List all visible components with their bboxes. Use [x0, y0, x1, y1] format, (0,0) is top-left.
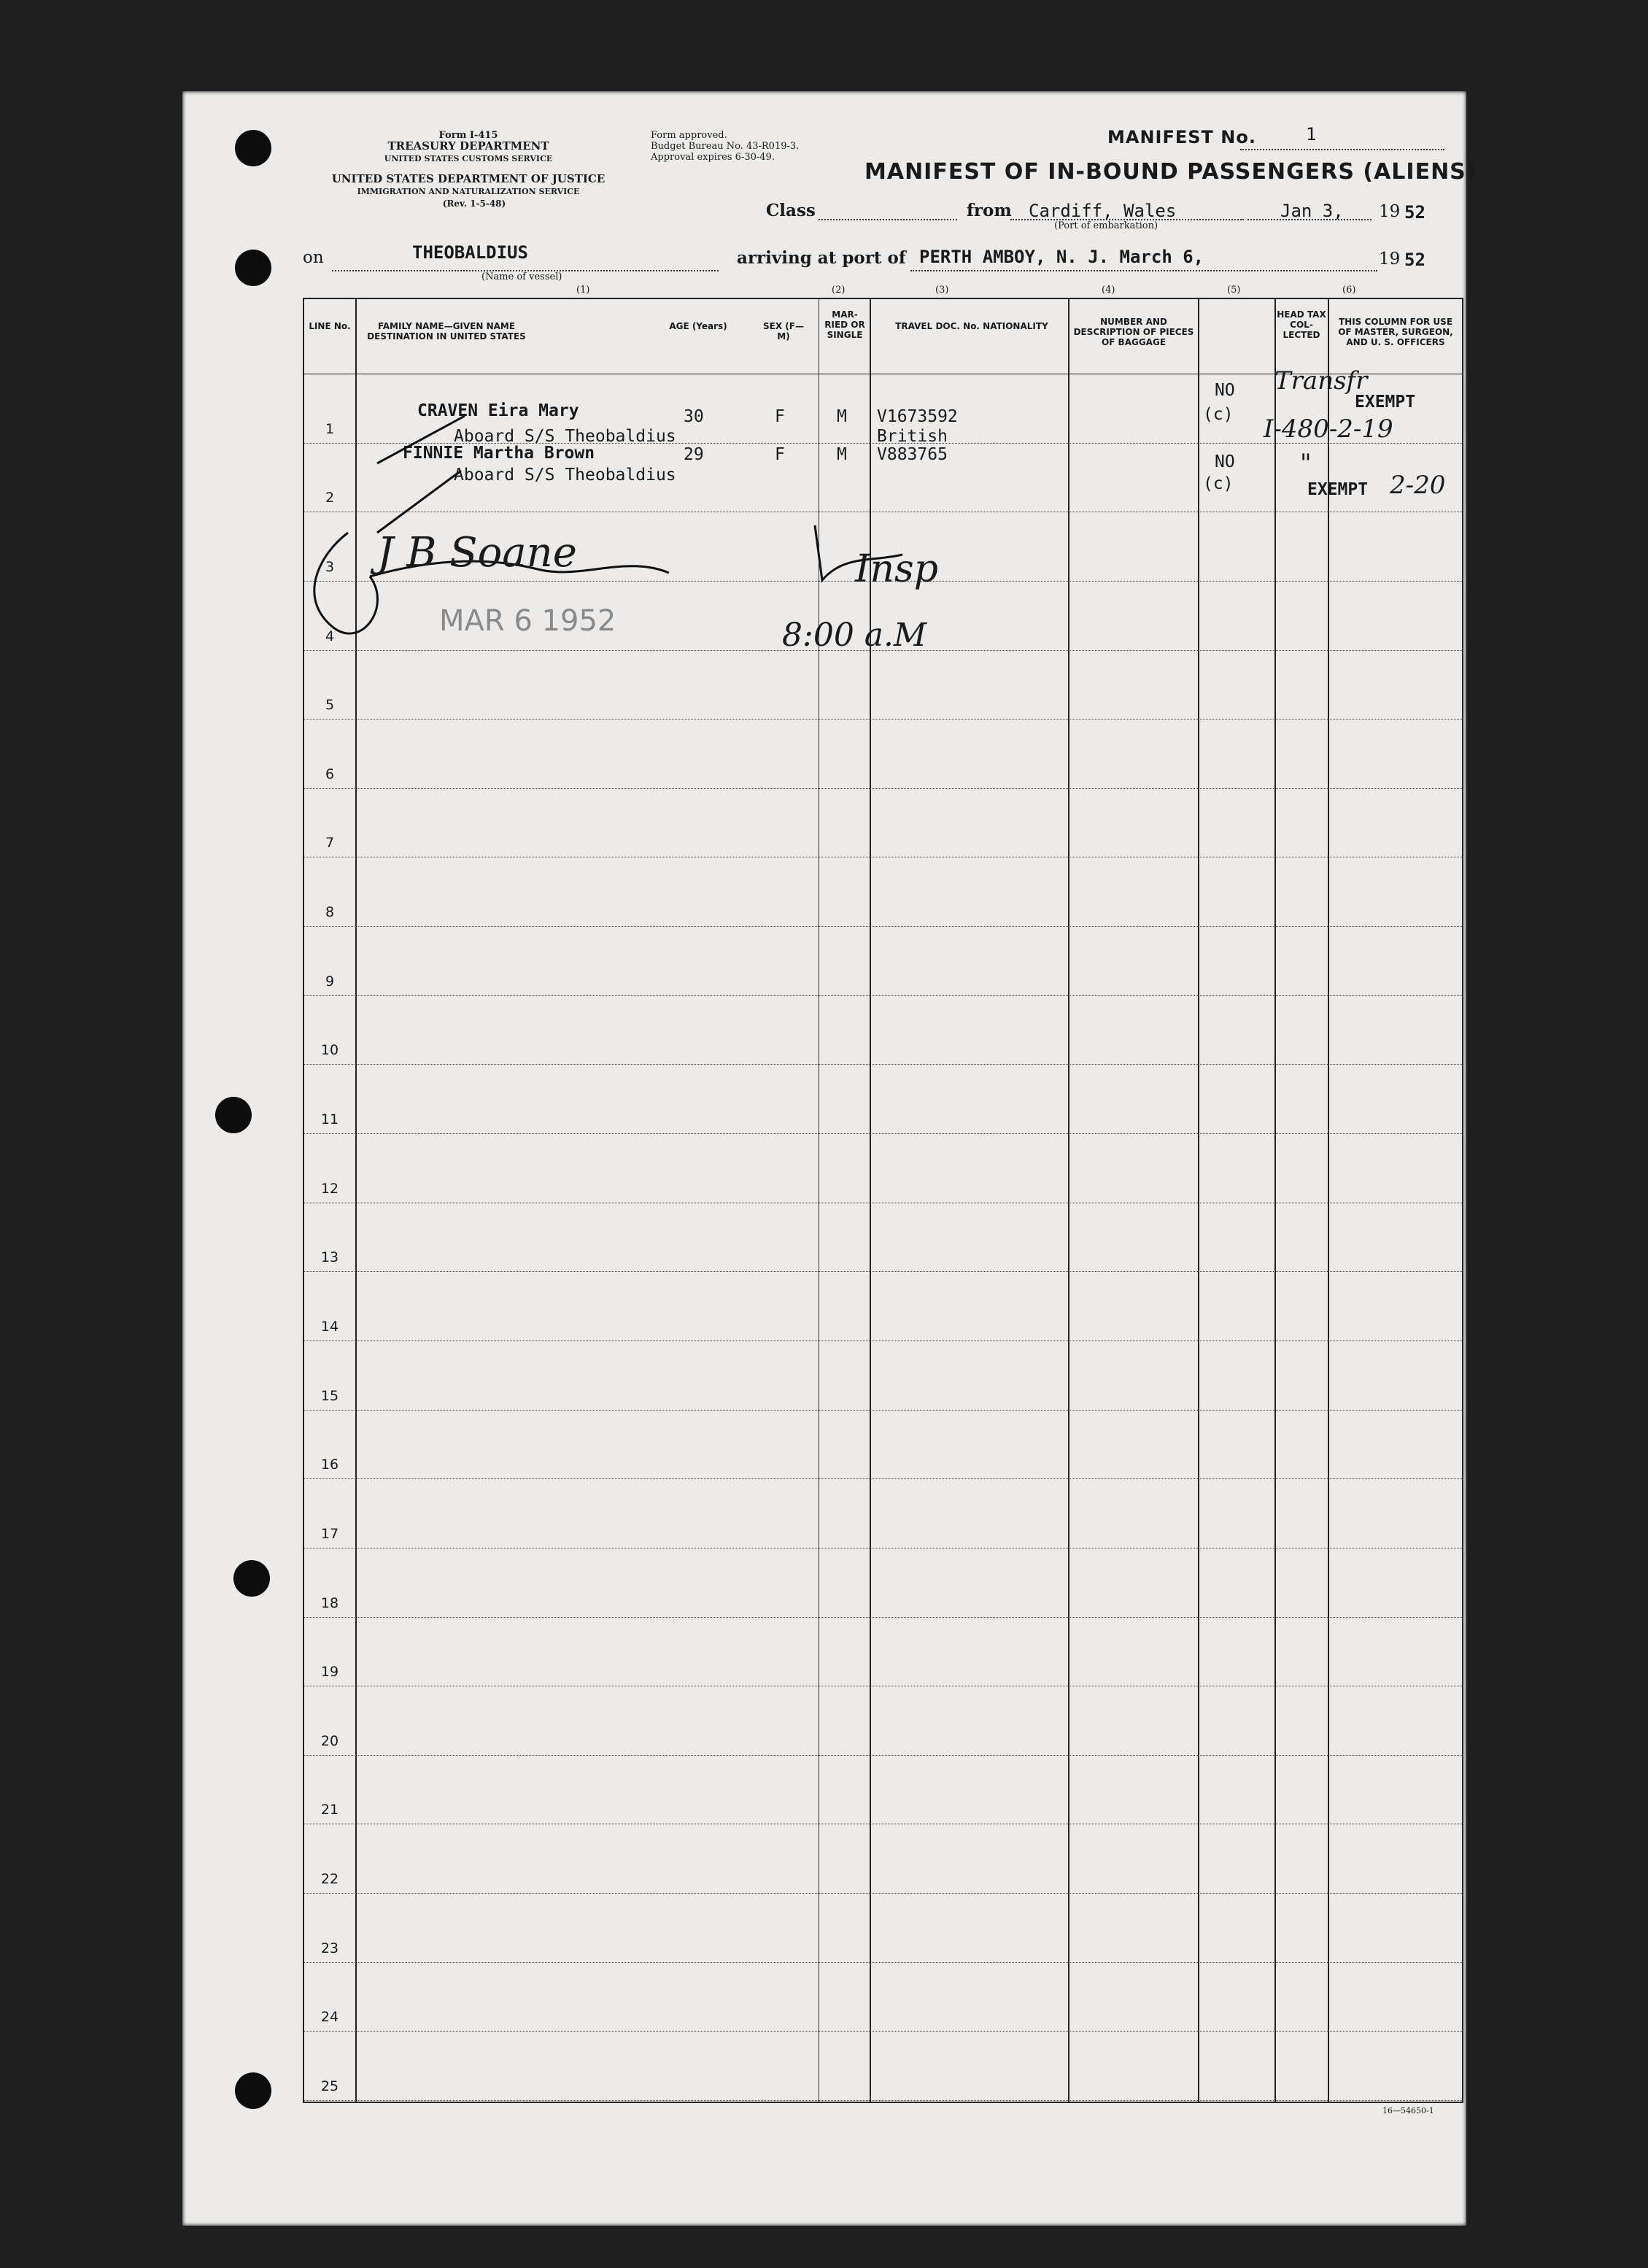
form-approved: Form approved. [651, 130, 727, 141]
table-row-rule [304, 1755, 1462, 1756]
col-num-6: (6) [1342, 285, 1356, 296]
embarkation-port: Cardiff, Wales [1029, 201, 1177, 221]
punch-hole [233, 1560, 270, 1597]
header-name: FAMILY NAME—GIVEN NAME DESTINATION IN UNITED STATES [367, 321, 526, 342]
line-number: 6 [325, 766, 335, 782]
vessel-name: THEOBALDIUS [412, 242, 528, 263]
col-divider [1328, 299, 1329, 2102]
line-number: 7 [325, 835, 335, 851]
passenger-1-destination: Aboard S/S Theobaldius [454, 427, 676, 446]
header-line-no: LINE No. [309, 321, 351, 331]
col-divider [1198, 299, 1199, 2102]
passenger-2-married: M [837, 445, 847, 464]
line-number: 20 [320, 1733, 339, 1749]
line-number: 15 [320, 1388, 339, 1404]
header-age: AGE (Years) [669, 321, 727, 331]
line-number: 16 [320, 1457, 339, 1473]
from-label: from [967, 201, 1012, 220]
header-head-tax: HEAD TAX COL-LECTED [1277, 309, 1326, 340]
header-sex: SEX (F—M) [763, 321, 804, 342]
passenger-2-name: FINNIE Martha Brown [403, 444, 595, 463]
passenger-table [303, 298, 1463, 2103]
passenger-1-sex: F [775, 407, 785, 426]
on-label: on [303, 248, 324, 267]
table-row-rule [304, 1617, 1462, 1618]
class-label: Class [766, 201, 816, 220]
passenger-1-doc: V1673592 [877, 407, 958, 426]
embarkation-date: Jan 3, [1280, 201, 1344, 221]
line-number: 5 [325, 697, 335, 713]
line-number: 2 [325, 490, 335, 506]
col-divider [1068, 299, 1069, 2102]
ins-service: IMMIGRATION AND NATURALIZATION SERVICE [357, 187, 580, 196]
passenger-2-headtax-code: (c) [1203, 474, 1234, 493]
table-row-rule [304, 719, 1462, 720]
inspector-signature: J B Soane [377, 529, 577, 576]
line-number: 14 [320, 1319, 339, 1335]
treasury-dept: TREASURY DEPARTMENT [387, 139, 549, 153]
line-number: 23 [320, 1940, 339, 1956]
arrival-time: 8:00 a.M [782, 617, 927, 654]
line-number: 10 [320, 1042, 339, 1058]
customs-service: UNITED STATES CUSTOMS SERVICE [384, 154, 553, 163]
table-row-rule [304, 1478, 1462, 1479]
header-travel-doc: TRAVEL DOC. No. NATIONALITY [895, 321, 1048, 331]
line-number: 19 [320, 1664, 339, 1680]
line-number: 13 [320, 1249, 339, 1265]
punch-hole [235, 250, 271, 286]
line-number: 9 [325, 973, 335, 990]
table-row-rule [304, 926, 1462, 927]
col-num-4: (4) [1102, 285, 1115, 296]
header-officers: THIS COLUMN FOR USE OF MASTER, SURGEON, AND U. S. OFFICERS [1338, 317, 1453, 347]
date-stamp: MAR 6 1952 [439, 604, 616, 638]
manifest-no-line [1240, 149, 1444, 150]
table-row-rule [304, 1893, 1462, 1894]
line-number: 3 [325, 559, 335, 575]
passenger-2-age: 29 [684, 445, 704, 464]
line-number: 12 [320, 1181, 339, 1197]
passenger-1-age: 30 [684, 407, 704, 426]
line-number: 17 [320, 1526, 339, 1542]
form-number: Form I-415 [438, 130, 498, 141]
col-num-2: (2) [832, 285, 846, 296]
punch-hole [235, 130, 271, 166]
col-divider [1274, 299, 1276, 2102]
page-title: MANIFEST OF IN-BOUND PASSENGERS (ALIENS) [864, 159, 1477, 185]
approval-expires: Approval expires 6-30-49. [651, 152, 775, 163]
table-row-rule [304, 1271, 1462, 1272]
table-row-rule [304, 788, 1462, 789]
passenger-1-headtax-code: (c) [1203, 405, 1234, 424]
punch-hole [215, 1097, 252, 1133]
passenger-1-married: M [837, 407, 847, 426]
justice-dept: UNITED STATES DEPARTMENT OF JUSTICE [331, 172, 606, 185]
table-row-rule [304, 2100, 1462, 2101]
arrival-port: PERTH AMBOY, N. J. March 6, [919, 247, 1204, 267]
table-row-rule [304, 1133, 1462, 1134]
passenger-1-name: CRAVEN Eira Mary [417, 401, 579, 420]
line-number: 21 [320, 1802, 339, 1818]
header-married: MAR-RIED OR SINGLE [824, 309, 865, 340]
line-number: 4 [325, 628, 335, 644]
arriving-label: arriving at port of [737, 248, 906, 268]
vessel-caption: (Name of vessel) [481, 271, 562, 282]
embarkation-caption: (Port of embarkation) [1054, 220, 1158, 231]
line-number: 8 [325, 904, 335, 920]
year-2: 52 [1404, 250, 1425, 270]
passenger-2-note-hand: " [1300, 449, 1312, 478]
passenger-1-exempt-stamp: EXEMPT [1355, 393, 1416, 412]
class-line [819, 219, 957, 220]
passenger-1-headtax: NO [1215, 381, 1235, 400]
passenger-2-exempt-stamp: EXEMPT [1307, 480, 1369, 499]
budget-bureau: Budget Bureau No. 43-R019-3. [651, 141, 800, 152]
line-number: 18 [320, 1595, 339, 1611]
col-num-5: (5) [1227, 285, 1241, 296]
table-row-rule [304, 1064, 1462, 1065]
manifest-number: 1 [1306, 124, 1317, 144]
revision: (Rev. 1-5-48) [442, 198, 506, 209]
passenger-2-headtax: NO [1215, 452, 1235, 471]
passenger-1-nationality: British [877, 427, 948, 446]
year-prefix-2: 19 [1379, 250, 1401, 269]
line-number: 24 [320, 2009, 339, 2025]
year-1: 52 [1404, 202, 1425, 223]
line-number: 25 [320, 2078, 339, 2094]
punch-hole [235, 2072, 271, 2109]
passenger-2-note-ref: 2-20 [1390, 471, 1446, 500]
manifest-label: MANIFEST No. [1107, 127, 1256, 147]
passenger-1-note-hand: Transfr [1274, 366, 1368, 396]
table-row-rule [304, 2031, 1462, 2032]
inspector-title: Insp [855, 547, 939, 591]
col-num-3: (3) [935, 285, 949, 296]
header-baggage: NUMBER AND DESCRIPTION OF PIECES OF BAGGAGE [1073, 317, 1194, 347]
line-number: 1 [325, 421, 335, 437]
passenger-2-doc: V883765 [877, 445, 948, 464]
passenger-1-note-ref: I-480-2-19 [1264, 414, 1393, 444]
table-row-rule [304, 995, 1462, 996]
passenger-2-destination: Aboard S/S Theobaldius [454, 466, 676, 485]
line-number: 11 [320, 1111, 339, 1127]
table-row-rule [304, 1962, 1462, 1963]
col-num-1: (1) [576, 285, 590, 296]
port-line [910, 270, 1377, 271]
year-prefix-1: 19 [1379, 202, 1401, 221]
table-row-rule [304, 1410, 1462, 1411]
form-code: 16—54650-1 [1382, 2106, 1434, 2115]
line-number: 22 [320, 1871, 339, 1887]
passenger-2-sex: F [775, 445, 785, 464]
